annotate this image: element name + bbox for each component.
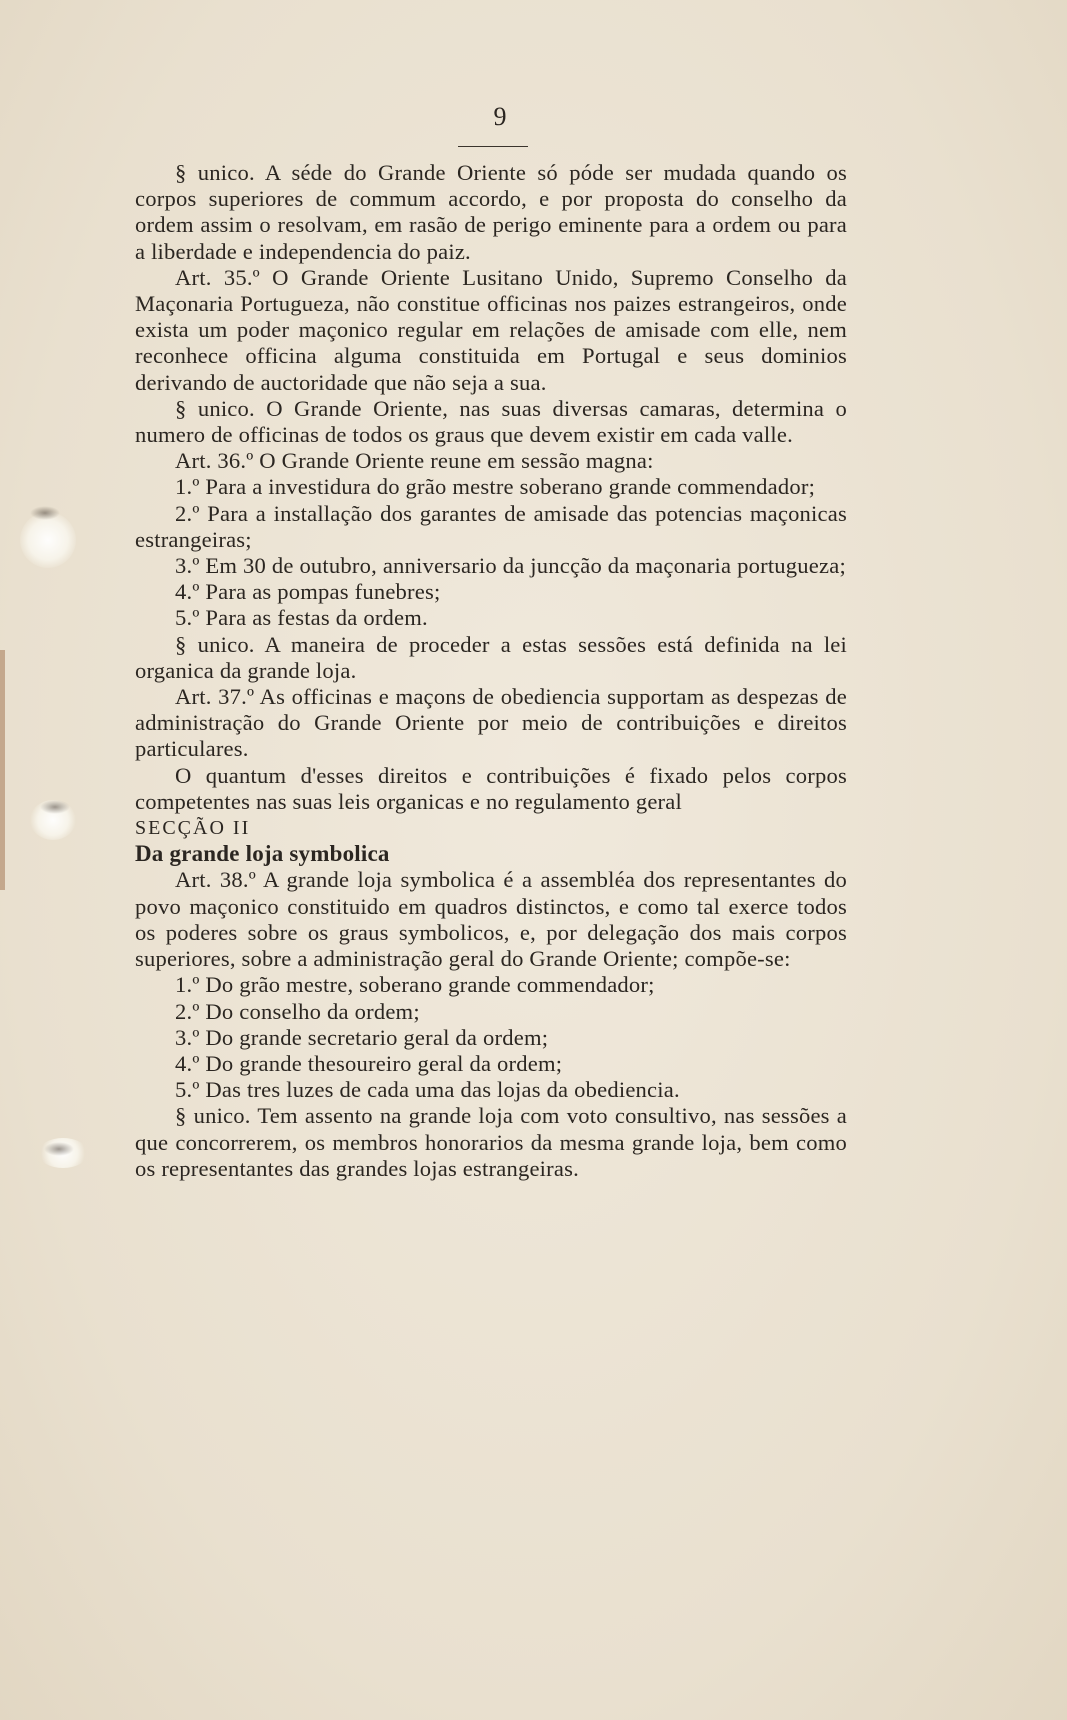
list-item-art-38-2: 2.º Do conselho da ordem;	[175, 998, 420, 1024]
section-heading: SECÇÃO II	[135, 817, 251, 840]
section-title: Da grande loja symbolica	[135, 841, 390, 867]
page-number-rule	[458, 146, 528, 147]
paragraph-art-38: Art. 38.º A grande loja symbolica é a assembléa dos representantes do povo maçonico constituido em quadros distinctos, e como tal exerce todos os poderes sobre os graus symbolicos, e, por delegação dos mais corpos superiores, sobre a administração geral do Grande Oriente; compõe-se:	[135, 867, 847, 972]
paper-tear-middle	[40, 800, 70, 814]
list-item-art-36-3: 3.º Em 30 de outubro, anniversario da juncção da maçonaria portugueza;	[175, 553, 846, 579]
paragraph-art-37: Art. 37.º As officinas e maçons de obediencia supportam as despezas de administração do Grande Oriente por meio de contribuições e direitos particulares.	[135, 684, 847, 762]
body-text	[135, 160, 847, 1182]
list-item-art-38-1: 1.º Do grão mestre, soberano grande commendador;	[175, 972, 655, 998]
list-item-art-36-4: 4.º Para as pompas funebres;	[175, 579, 441, 605]
paper-tear-bottom	[44, 1142, 74, 1156]
paragraph-art-35-unico: § unico. O Grande Oriente, nas suas diversas camaras, determina o numero de officinas de todos os graus que devem existir em cada valle.	[135, 395, 847, 448]
paragraph-sede-unico: § unico. A séde do Grande Oriente só póde ser mudada quando os corpos superiores de commum accordo, e por proposta do conselho da ordem assim o resolvam, em rasão de perigo eminente para a ordem ou para a liberdade e independencia do paiz.	[135, 160, 847, 264]
page-number: 9	[493, 102, 507, 131]
paragraph-quantum: O quantum d'esses direitos e contribuições é fixado pelos corpos competentes nas suas leis organicas e no regulamento geral	[135, 762, 847, 814]
list-item-art-38-3: 3.º Do grande secretario geral da ordem;	[175, 1024, 549, 1050]
paragraph-art-35: Art. 35.º O Grande Oriente Lusitano Unido, Supremo Conselho da Maçonaria Portugueza, não constitue officinas nos paizes estrangeiros, onde exista um poder maçonico regular em relações de amisade com elle, nem reconhece officina alguma constituida em Portugal e seus dominios derivando de auctoridade que não seja a sua.	[135, 264, 847, 395]
list-item-art-36-5: 5.º Para as festas da ordem.	[175, 605, 428, 631]
list-item-art-36-1: 1.º Para a investidura do grão mestre soberano grande commendador;	[175, 474, 816, 500]
list-item-art-38-4: 4.º Do grande thesoureiro geral da ordem;	[175, 1050, 563, 1076]
paper-hole-top	[20, 512, 76, 568]
paper-tear-top	[30, 506, 60, 520]
paragraph-art-36-unico: § unico. A maneira de proceder a estas sessões está definida na lei organica da grande loja.	[135, 631, 847, 683]
list-item-art-38-5: 5.º Das tres luzes de cada uma das lojas da obediencia.	[175, 1077, 680, 1103]
paragraph-art-36: Art. 36.º O Grande Oriente reune em sessão magna:	[175, 448, 654, 474]
page-edge-stain	[0, 650, 5, 890]
paragraph-art-38-unico: § unico. Tem assento na grande loja com voto consultivo, nas sessões a que concorrerem, os membros honorarios da mesma grande loja, bem como os representantes das grandes lojas estrangeiras.	[135, 1103, 847, 1181]
list-item-art-36-2: 2.º Para a installação dos garantes de amisade das potencias maçonicas estrangeiras;	[135, 500, 847, 552]
